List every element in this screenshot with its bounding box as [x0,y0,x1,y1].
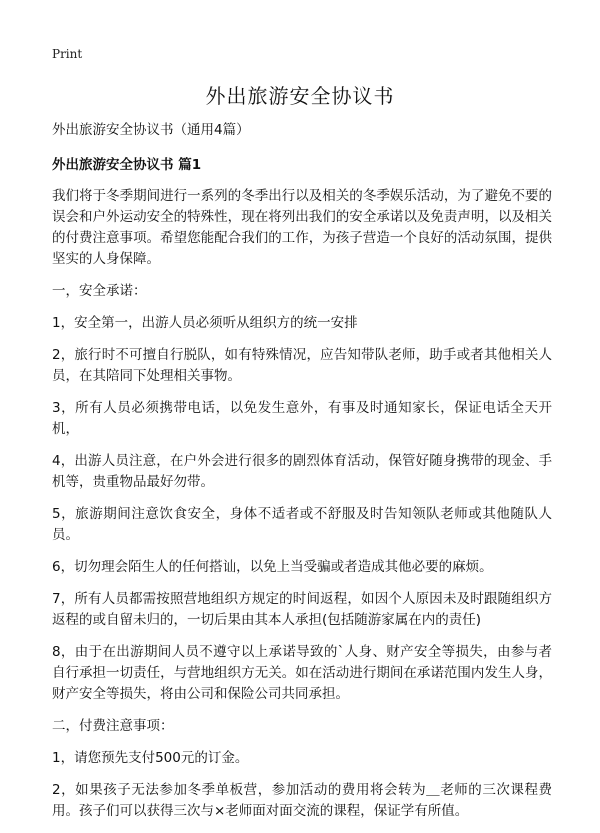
payment-heading: 二，付费注意事项： [52,718,174,734]
safety-item-3: 3，所有人员必须携带电话，以免发生意外，有事及时通知家长，保证电话全天开机， [52,400,552,437]
safety-item-2: 2，旅行时不可擅自行脱队，如有特殊情况，应告知带队老师，助手或者其他相关人员，在其陪同下处理相关事物。 [52,347,552,384]
document-title: 外出旅游安全协议书 [205,84,395,108]
safety-item-8: 8，由于在出游期间人员不遵守以上承诺导致的`人身、财产安全等损失，由参与者自行承担一切责任，与营地组织方无关。如在活动进行期间在承诺范围内发生人身，财产安全等损失，将由公司和保险公司共同承担。 [52,644,552,702]
section-title: 外出旅游安全协议书 篇1 [52,157,202,173]
safety-item-5: 5，旅游期间注意饮食安全，身体不适者或不舒服及时告知领队老师或其他随队人员。 [52,506,552,543]
payment-item-1: 1，请您预先支付500元的订金。 [52,750,249,766]
payment-item-2: 2，如果孩子无法参加冬季单板营，参加活动的费用将会转为＿老师的三次课程费用。孩子们可以获得三次与×老师面对面交流的课程，保证学有所值。 [52,782,552,819]
safety-item-4: 4，出游人员注意，在户外会进行很多的剧烈体育活动，保管好随身携带的现金、手机等，贵重物品最好勿带。 [52,453,552,490]
safety-heading: 一，安全承诺： [52,283,147,299]
print-label: Print [52,47,83,61]
safety-item-7: 7，所有人员都需按照营地组织方规定的时间返程，如因个人原因未及时跟随组织方返程的或自留未归的，一切后果由其本人承担(包括随游家属在内的责任) [52,591,552,628]
safety-item-1: 1，安全第一，出游人员必须听从组织方的统一安排 [52,315,358,331]
intro-paragraph: 我们将于冬季期间进行一系列的冬季出行以及相关的冬季娱乐活动，为了避免不要的误会和户外运动安全的特殊性，现在将列出我们的安全承诺以及免责声明，以及相关的付费注意事项。希望您能配合我们的工作，为孩子营造一个良好的活动氛围，提供坚实的人身保障。 [52,188,552,267]
document-body [52,120,552,833]
document-subtitle: 外出旅游安全协议书（通用4篇） [52,122,250,138]
safety-item-6: 6，切勿理会陌生人的任何搭讪，以免上当受骗或者造成其他必要的麻烦。 [52,559,493,575]
